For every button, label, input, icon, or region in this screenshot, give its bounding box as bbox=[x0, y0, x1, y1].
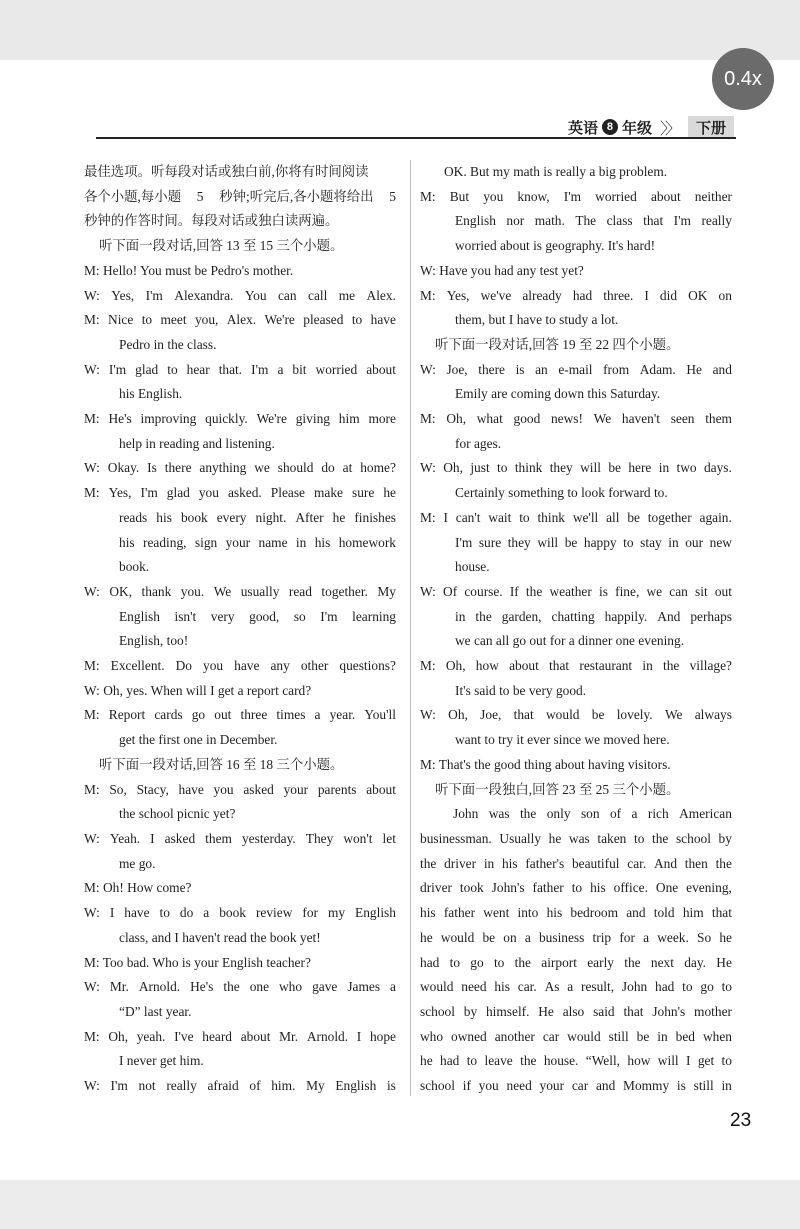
zoom-level-button[interactable] bbox=[712, 48, 774, 110]
text-line: businessman. Usually he was taken to the school by bbox=[420, 830, 732, 846]
text-line: OK. But my math is really a big problem. bbox=[444, 164, 668, 179]
text-line: W: I'm glad to hear that. I'm a bit worried about bbox=[84, 361, 396, 377]
text-line: M: Report cards go out three times a year. You'll bbox=[84, 707, 396, 723]
header-subject: 英语 bbox=[567, 119, 598, 137]
text-line: book. bbox=[119, 559, 150, 575]
text-line: the driver in his father's beautiful car. And then the bbox=[420, 855, 732, 871]
text-line: 听下面一段独白,回答 23 至 25 三个小题。 bbox=[435, 781, 680, 797]
text-line: his father went into his bedroom and told him that bbox=[420, 905, 732, 921]
text-line: them, but I have to study a lot. bbox=[455, 312, 619, 328]
header-volume: 下册 bbox=[688, 116, 734, 139]
text-line: M: Oh, how about that restaurant in the village? bbox=[420, 658, 732, 674]
text-line: I'm sure they will be happy to stay in our new bbox=[455, 534, 732, 550]
text-line: M: Hello! You must be Pedro's mother. bbox=[84, 262, 294, 278]
text-line: for ages. bbox=[455, 435, 502, 451]
text-line: W: Oh, just to think they will be here in two days. bbox=[420, 460, 732, 476]
text-line: worried about is geography. It's hard! bbox=[455, 238, 656, 254]
text-line: 听下面一段对话,回答 13 至 15 三个小题。 bbox=[99, 238, 344, 254]
header-grade-suffix: 年级 bbox=[621, 119, 652, 137]
text-line: house. bbox=[455, 559, 490, 575]
text-line: M: Too bad. Who is your English teacher? bbox=[84, 954, 311, 970]
text-line: W: Oh, Joe, that would be lovely. We always bbox=[420, 707, 732, 723]
text-line: driver took John's father to his office. One evening, bbox=[420, 880, 732, 896]
text-line: 各个小题,每小题 5 秒钟;听完后,各小题将给出 5 bbox=[84, 188, 396, 204]
zoom-level-label: 0.4x bbox=[724, 67, 762, 90]
header-grade-badge: 8 bbox=[602, 119, 618, 135]
text-line: M: So, Stacy, have you asked your parents about bbox=[84, 781, 396, 797]
text-line: Emily are coming down this Saturday. bbox=[455, 386, 661, 402]
text-line: 最佳选项。听每段对话或独白前,你将有时间阅读 bbox=[84, 164, 369, 179]
text-line: had to go to the airport early the next day. He bbox=[420, 954, 732, 970]
text-line: M: I can't wait to think we'll all be together again. bbox=[420, 509, 732, 525]
text-line: M: Oh, what good news! We haven't seen them bbox=[420, 411, 732, 427]
page-number: 23 bbox=[730, 1110, 752, 1131]
text-line: 秒钟的作答时间。每段对话或独白读两遍。 bbox=[84, 213, 339, 229]
text-line: we can all go out for a dinner one evening. bbox=[455, 633, 685, 649]
text-line: who owned another car would still be in bed when bbox=[420, 1028, 732, 1044]
text-line: reads his book every night. After he finishes bbox=[119, 509, 396, 525]
text-line: his reading, sign your name in his homework bbox=[119, 534, 396, 550]
text-line: W: I have to do a book review for my English bbox=[84, 905, 396, 921]
text-line: school if you need your car and Mommy is still in bbox=[420, 1078, 732, 1094]
text-line: Certainly something to look forward to. bbox=[455, 485, 668, 501]
text-line: M: Oh, yeah. I've heard about Mr. Arnold. I hope bbox=[84, 1028, 396, 1044]
text-line: M: That's the good thing about having visitors. bbox=[420, 756, 671, 772]
text-line: W: I'm not really afraid of him. My English is bbox=[84, 1078, 396, 1094]
text-line: W: Of course. If the weather is fine, we can sit out bbox=[420, 583, 732, 599]
text-line: W: OK, thank you. We usually read together. My bbox=[84, 583, 396, 599]
column-divider bbox=[410, 160, 411, 1096]
text-line: English, too! bbox=[119, 633, 189, 649]
text-line: W: Joe, there is an e-mail from Adam. He and bbox=[420, 361, 732, 377]
text-line: W: Yes, I'm Alexandra. You can call me Alex. bbox=[84, 287, 396, 303]
text-line: M: But you know, I'm worried about neither bbox=[420, 188, 732, 204]
text-line: me go. bbox=[119, 855, 156, 871]
viewer-bottom-bar bbox=[0, 1180, 800, 1229]
text-line: John was the only son of a rich American bbox=[453, 806, 732, 822]
text-line: in the garden, chatting happily. And perhaps bbox=[455, 608, 732, 624]
text-line: M: Yes, we've already had three. I did OK on bbox=[420, 287, 732, 303]
text-line: W: Yeah. I asked them yesterday. They won't let bbox=[84, 830, 396, 846]
text-line: his English. bbox=[119, 386, 183, 402]
text-line: M: Yes, I'm glad you asked. Please make sure he bbox=[84, 485, 396, 501]
text-line: would need his car. As a result, John had to go to bbox=[420, 979, 732, 995]
right-text-column bbox=[420, 160, 732, 1099]
header-arrows-icon: 〉〉 bbox=[659, 120, 678, 138]
text-line: M: Excellent. Do you have any other questions? bbox=[84, 658, 396, 674]
text-line: want to try it ever since we moved here. bbox=[455, 732, 670, 748]
text-line: the school picnic yet? bbox=[119, 806, 236, 822]
text-line: M: Nice to meet you, Alex. We're pleased to have bbox=[84, 312, 396, 328]
text-line: W: Mr. Arnold. He's the one who gave James a bbox=[84, 979, 396, 995]
text-line: It's said to be very good. bbox=[455, 682, 587, 698]
text-line: he had to leave the house. “Well, how will I get to bbox=[420, 1053, 732, 1069]
text-line: get the first one in December. bbox=[119, 732, 278, 748]
text-line: 听下面一段对话,回答 19 至 22 四个小题。 bbox=[435, 336, 680, 352]
text-line: class, and I haven't read the book yet! bbox=[119, 929, 321, 945]
left-text-column bbox=[84, 160, 396, 1099]
text-line: W: Have you had any test yet? bbox=[420, 262, 584, 278]
text-line: M: He's improving quickly. We're giving him more bbox=[84, 411, 396, 427]
running-header bbox=[568, 116, 734, 138]
text-line: M: Oh! How come? bbox=[84, 880, 192, 896]
text-line: W: Okay. Is there anything we should do at home? bbox=[84, 460, 396, 476]
text-line: English nor math. The class that I'm really bbox=[455, 213, 732, 229]
text-line: Pedro in the class. bbox=[119, 336, 217, 352]
text-line: 听下面一段对话,回答 16 至 18 三个小题。 bbox=[99, 756, 344, 772]
text-line: W: Oh, yes. When will I get a report card? bbox=[84, 682, 312, 698]
text-line: help in reading and listening. bbox=[119, 435, 275, 451]
viewer-top-bar bbox=[0, 0, 800, 60]
text-line: “D” last year. bbox=[119, 1003, 192, 1019]
header-rule bbox=[96, 137, 736, 139]
text-line: school by himself. He also said that John's mother bbox=[420, 1003, 732, 1019]
text-line: I never get him. bbox=[119, 1053, 204, 1069]
text-line: English isn't very good, so I'm learning bbox=[119, 608, 396, 624]
text-line: he would be on a business trip for a week. So he bbox=[420, 929, 732, 945]
